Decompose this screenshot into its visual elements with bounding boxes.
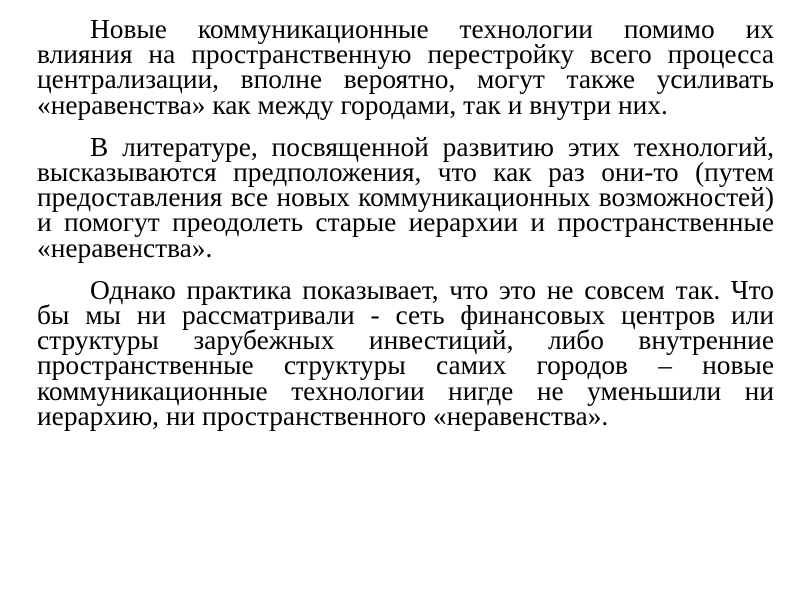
paragraph-3: Однако практика показывает, что это не совсем так. Что бы мы ни рассматривали - сеть финансовых центров или структуры зарубежных инвестиций, либо внутренние пространственные структуры самих городов – новые коммуникационные технологии нигде не уменьшили ни иерархию, ни пространственного «неравенства». <box>37 274 774 431</box>
paragraph-2: В литературе, посвященной развитию этих технологий, высказываются предположения, что как раз они-то (путем предоставления все новых коммуникационных возможностей) и помогут преодолеть старые иерархии и пространственные «неравенства». <box>37 131 774 263</box>
paragraph-1: Новые коммуникационные технологии помимо их влияния на пространственную перестройку всего процесса централизации, вполне вероятно, могут также усиливать «неравенства» как между городами, так и внутри них. <box>37 14 774 120</box>
slide-text-body <box>37 14 774 431</box>
